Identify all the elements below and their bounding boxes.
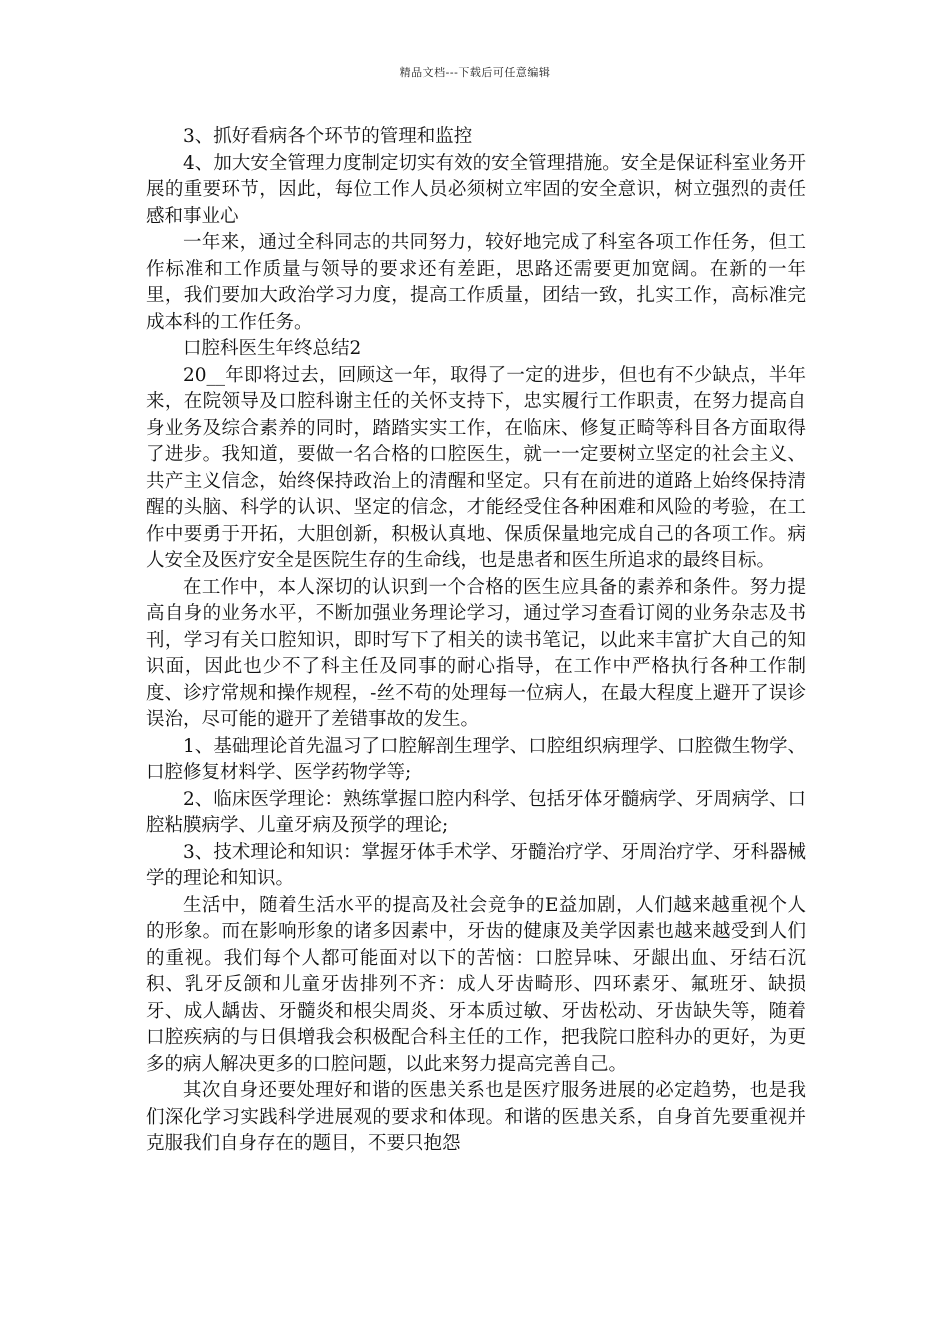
paragraph: 生活中，随着生活水平的提高及社会竞争的E益加剧，人们越来越重视个人的形象。而在影响形象的诸多因素中，牙齿的健康及美学因素也越来越受到人们的重视。我们每个人都可能面对以下的苦恼：口腔异味、牙龈出血、牙结石沉积、乳牙反颌和儿童牙齿排列不齐：成人牙齿畸形、四环素牙、氟班牙、缺损牙、成人龋齿、牙髓炎和根尖周炎、牙本质过敏、牙齿松动、牙齿缺失等，随着口腔疾病的与日俱增我会积极配合科主任的工作，把我院口腔科办的更好，为更多的病人解决更多的口腔问题，以此来努力提高完善自己。 xyxy=(146,894,806,1075)
paragraph: 一年来，通过全科同志的共同努力，较好地完成了科室各项工作任务，但工作标准和工作质量与领导的要求还有差距，思路还需要更加宽阔。在新的一年里，我们要加大政治学习力度，提高工作质量，团结一致，扎实工作，高标准完成本科的工作任务。 xyxy=(146,232,806,333)
paragraph: 在工作中，本人深切的认识到一个合格的医生应具备的素养和条件。努力提高自身的业务水平，不断加强业务理论学习，通过学习查看订阅的业务杂志及书刊，学习有关口腔知识，即时写下了相关的读书笔记，以此来丰富扩大自己的知识面，因此也少不了科主任及同事的耐心指导，在工作中严格执行各种工作制度、诊疗常规和操作规程，-丝不苟的处理每一位病人，在最大程度上避开了误诊误治，尽可能的避开了差错事故的发生。 xyxy=(146,576,806,730)
paragraph: 3、抓好看病各个环节的管理和监控 xyxy=(183,126,473,147)
list-item: 2、临床医学理论：熟练掌握口腔内科学、包括牙体牙髓病学、牙周病学、口腔粘膜病学、儿童牙病及预学的理论; xyxy=(146,788,806,836)
paragraph: 20__年即将过去，回顾这一年，取得了一定的进步，但也有不少缺点，半年来，在院领导及口腔科谢主任的关怀支持下，忠实履行工作职责，在努力提高自身业务及综合素养的同时，踏踏实实工作，在临床、修复正畸等科目各方面取得了进步。我知道，要做一名合格的口腔医生，就一一定要树立坚定的社会主义、共产主义信念，始终保持政治上的清醒和坚定。只有在前进的道路上始终保持清醒的头脑、科学的认识、坚定的信念，才能经受住各种困难和风险的考验，在工作中要勇于开拓，大胆创新，积极认真地、保质保量地完成自己的各项工作。病人安全及医疗安全是医院生存的生命线，也是患者和医生所追求的最终目标。 xyxy=(146,364,806,571)
list-item: 3、技术理论和知识：掌握牙体手术学、牙髓治疗学、牙周治疗学、牙科器械学的理论和知识。 xyxy=(146,841,806,889)
section-heading: 口腔科医生年终总结2 xyxy=(183,338,362,359)
document-body xyxy=(146,124,806,1158)
page-header: 精品文档---下载后可任意编辑 xyxy=(399,66,551,79)
paragraph: 其次自身还要处理好和谐的医患关系也是医疗服务进展的必定趋势，也是我们深化学习实践科学进展观的要求和体现。和谐的医患关系，自身首先要重视并克服我们自身存在的题目，不要只抱怨 xyxy=(146,1080,806,1154)
list-item: 1、基础理论首先温习了口腔解剖生理学、口腔组织病理学、口腔微生物学、口腔修复材料学、医学药物学等; xyxy=(146,735,806,783)
paragraph: 4、加大安全管理力度制定切实有效的安全管理措施。安全是保证科室业务开展的重要环节，因此，每位工作人员必须树立牢固的安全意识，树立强烈的责任感和事业心 xyxy=(146,152,806,227)
